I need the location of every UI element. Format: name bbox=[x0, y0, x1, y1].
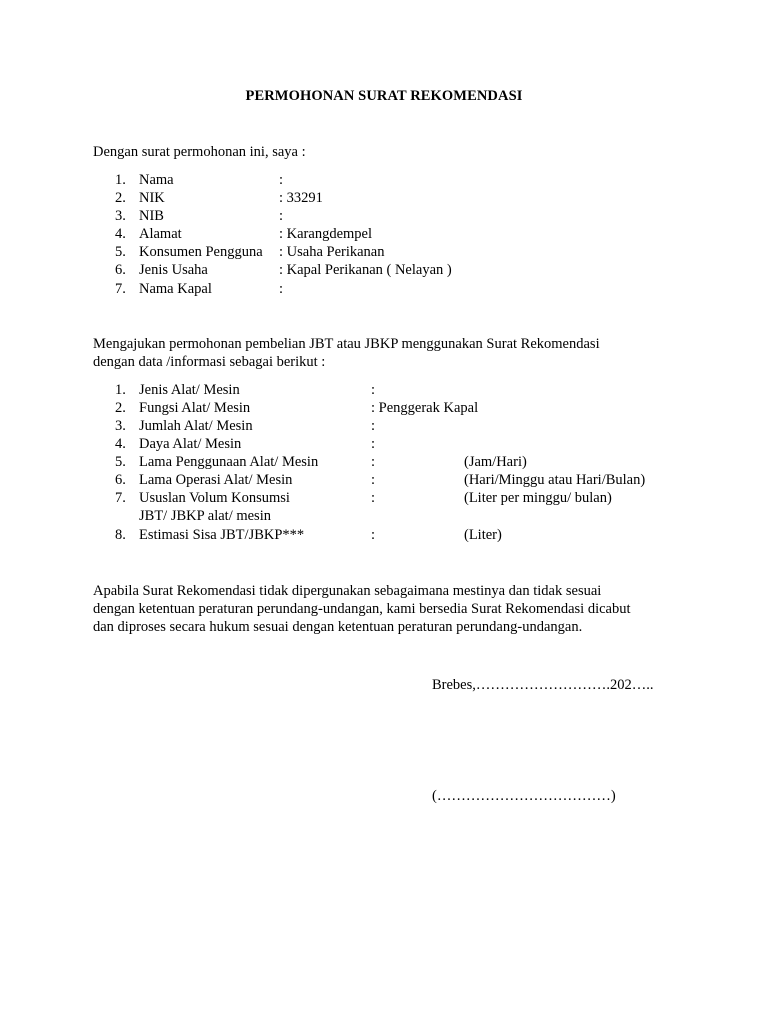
field-label-nib: NIB bbox=[139, 208, 164, 224]
field-label-jenis-alat: Jenis Alat/ Mesin bbox=[139, 382, 240, 398]
field-value-lama-penggunaan: : bbox=[371, 454, 376, 470]
closing-paragraph bbox=[93, 582, 693, 636]
field-value-nik: : 33291 bbox=[279, 190, 323, 206]
field-label-nama: Nama bbox=[139, 172, 174, 188]
item-number: 5. bbox=[115, 244, 126, 260]
field-unit-lama-penggunaan: (Jam/Hari) bbox=[464, 454, 527, 470]
closing-line-3: dan diproses secara hukum sesuai dengan ketentuan peraturan perundang-undangan. bbox=[93, 619, 583, 635]
field-value-estimasi-sisa: : bbox=[371, 527, 376, 543]
request-line-2: dengan data /informasi sebagai berikut : bbox=[93, 354, 326, 370]
closing-line-1: Apabila Surat Rekomendasi tidak dipergunakan sebagaimana mestinya dan tidak sesuai bbox=[93, 583, 602, 599]
item-number: 7. bbox=[115, 281, 126, 297]
field-label-usulan-volum-line2: JBT/ JBKP alat/ mesin bbox=[139, 508, 271, 524]
field-label-alamat: Alamat bbox=[139, 226, 182, 242]
item-number: 2. bbox=[115, 190, 126, 206]
item-number: 2. bbox=[115, 400, 126, 416]
document-title: PERMOHONAN SURAT REKOMENDASI bbox=[245, 88, 523, 104]
intro-text: Dengan surat permohonan ini, saya : bbox=[93, 144, 306, 160]
item-number: 7. bbox=[115, 490, 126, 506]
item-number: 3. bbox=[115, 208, 126, 224]
field-label-usulan-volum: Ususlan Volum Konsumsi bbox=[139, 490, 290, 506]
field-value-jumlah-alat: : bbox=[371, 418, 376, 434]
field-value-daya-alat: : bbox=[371, 436, 376, 452]
item-number: 3. bbox=[115, 418, 126, 434]
field-value-nama-kapal: : bbox=[279, 281, 284, 297]
field-unit-estimasi-sisa: (Liter) bbox=[464, 527, 502, 543]
signature-line: (………………………………) bbox=[432, 788, 616, 804]
field-value-usulan-volum: : bbox=[371, 490, 376, 506]
item-number: 4. bbox=[115, 226, 126, 242]
field-value-fungsi-alat: : Penggerak Kapal bbox=[371, 400, 479, 416]
field-value-lama-operasi: : bbox=[371, 472, 376, 488]
item-number: 8. bbox=[115, 527, 126, 543]
item-number: 6. bbox=[115, 262, 126, 278]
item-number: 1. bbox=[115, 382, 126, 398]
field-value-nama: : bbox=[279, 172, 284, 188]
item-number: 6. bbox=[115, 472, 126, 488]
field-value-nib: : bbox=[279, 208, 284, 224]
field-unit-lama-operasi: (Hari/Minggu atau Hari/Bulan) bbox=[464, 472, 646, 488]
request-line-1: Mengajukan permohonan pembelian JBT atau JBKP menggunakan Surat Rekomendasi bbox=[93, 336, 600, 352]
request-paragraph bbox=[93, 335, 683, 371]
closing-line-2: dengan ketentuan peraturan perundang-undangan, kami bersedia Surat Rekomendasi dicabut bbox=[93, 601, 631, 617]
item-number: 4. bbox=[115, 436, 126, 452]
field-label-jumlah-alat: Jumlah Alat/ Mesin bbox=[139, 418, 253, 434]
field-label-estimasi-sisa: Estimasi Sisa JBT/JBKP*** bbox=[139, 527, 305, 543]
field-label-konsumen: Konsumen Pengguna bbox=[139, 244, 263, 260]
field-value-alamat: : Karangdempel bbox=[279, 226, 373, 242]
field-value-konsumen: : Usaha Perikanan bbox=[279, 244, 385, 260]
field-value-jenis-alat: : bbox=[371, 382, 376, 398]
field-label-lama-penggunaan: Lama Penggunaan Alat/ Mesin bbox=[139, 454, 319, 470]
item-number: 5. bbox=[115, 454, 126, 470]
field-label-jenis-usaha: Jenis Usaha bbox=[139, 262, 208, 278]
field-unit-usulan-volum: (Liter per minggu/ bulan) bbox=[464, 490, 612, 506]
field-label-lama-operasi: Lama Operasi Alat/ Mesin bbox=[139, 472, 293, 488]
place-date: Brebes,……………………….202….. bbox=[432, 677, 654, 693]
field-label-nama-kapal: Nama Kapal bbox=[139, 281, 212, 297]
field-value-jenis-usaha: : Kapal Perikanan ( Nelayan ) bbox=[279, 262, 452, 278]
field-label-daya-alat: Daya Alat/ Mesin bbox=[139, 436, 242, 452]
item-number: 1. bbox=[115, 172, 126, 188]
field-label-fungsi-alat: Fungsi Alat/ Mesin bbox=[139, 400, 251, 416]
field-label-nik: NIK bbox=[139, 190, 165, 206]
